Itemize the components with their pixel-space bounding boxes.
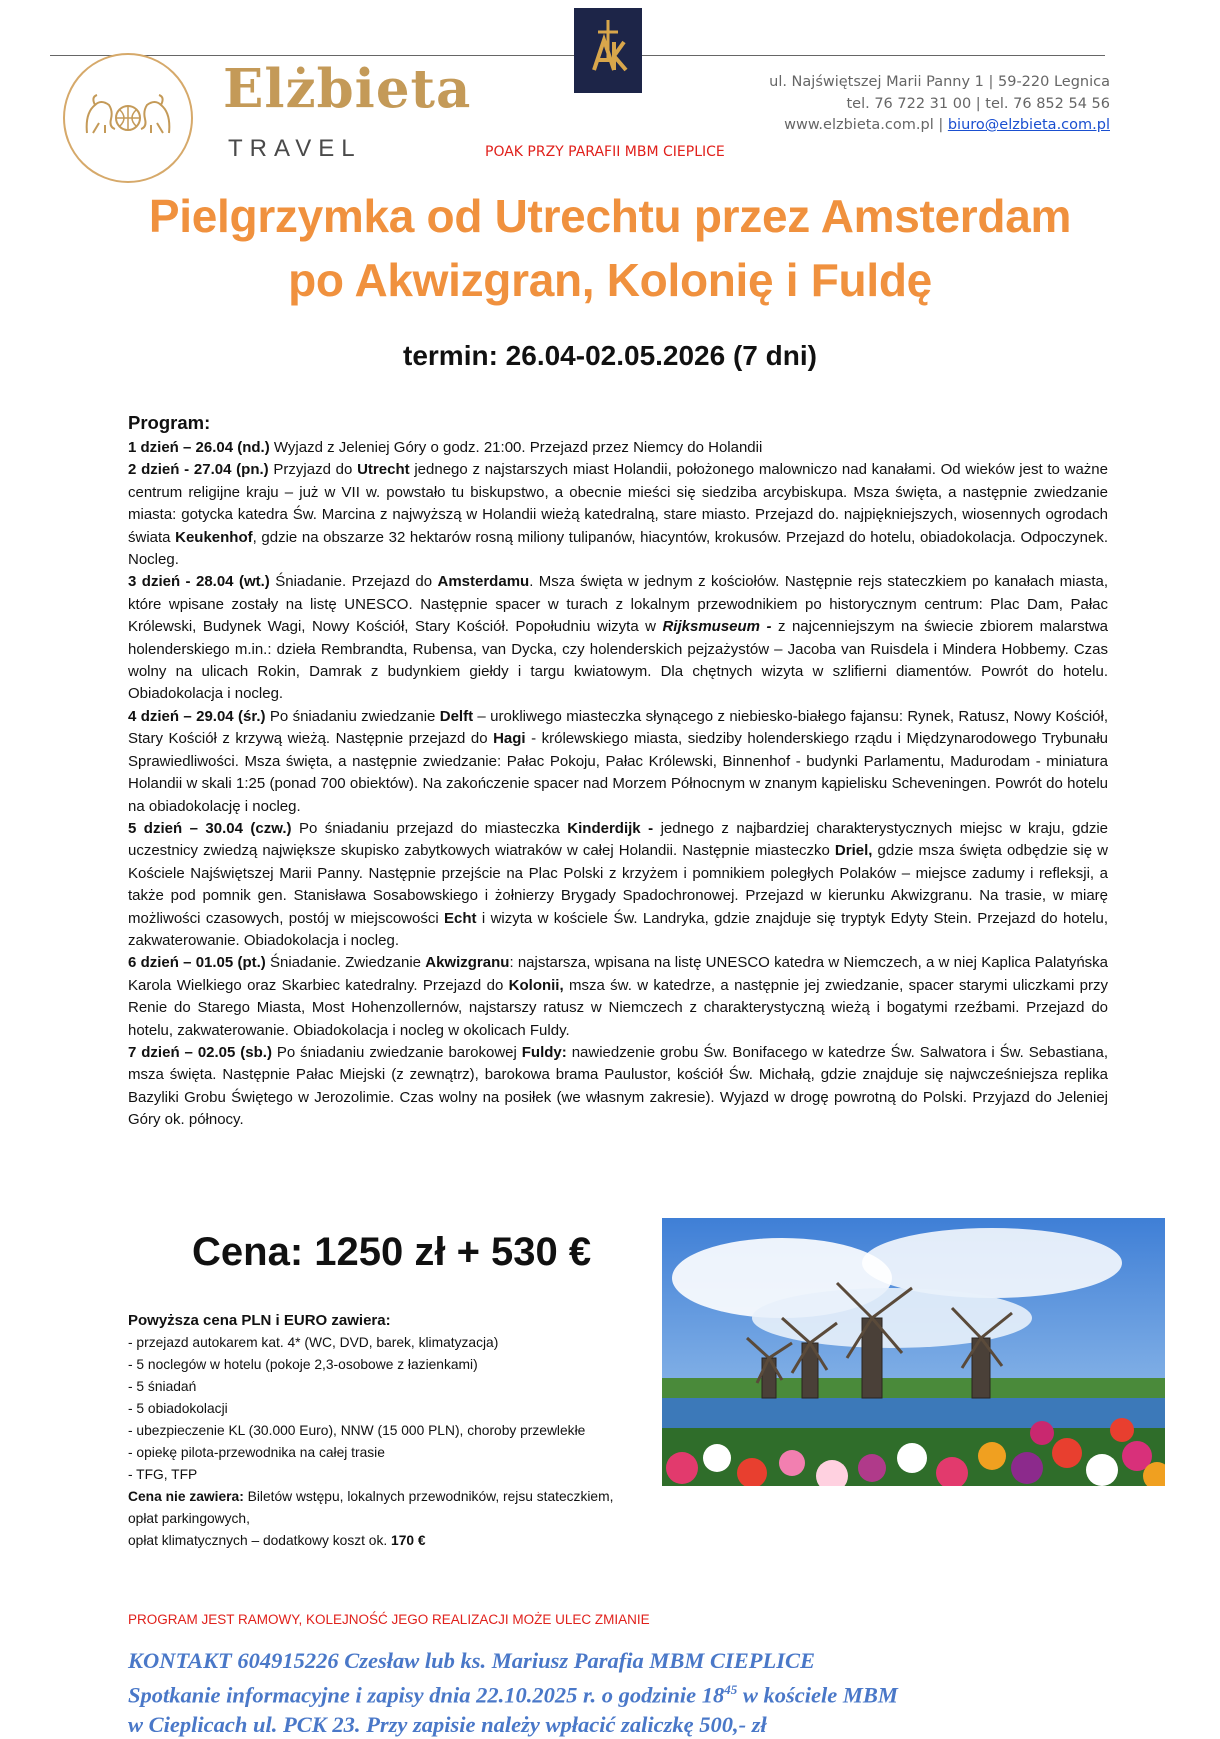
website-link[interactable]: www.elzbieta.com.pl (784, 117, 934, 133)
day-text: , gdzie na obszarze 32 hektarów rosną miliony tulipanów, hiacyntów, krokusów. Przejazd do hotelu, obiadokolacja. Odpoczynek. Nocleg. (128, 528, 1108, 569)
place-name: Fuldy: (521, 1043, 567, 1061)
program-section (128, 410, 1108, 1132)
day-text: Śniadanie. Przejazd do (269, 573, 438, 591)
program-day (128, 437, 1108, 459)
day-text: Przyjazd do (268, 461, 358, 479)
ak-emblem-icon (574, 8, 642, 93)
title-line-1: Pielgrzymka od Utrechtu przez Amsterdam (148, 190, 1072, 242)
includes-item: - 5 śniadań (128, 1379, 197, 1394)
separator: | (933, 117, 948, 133)
day-label: 4 dzień – 29.04 (śr.) (128, 707, 266, 725)
program-day (128, 459, 1108, 571)
place-name: Echt (444, 909, 477, 927)
web-email-line (769, 115, 1110, 137)
page-title (60, 184, 1160, 312)
day-label: 7 dzień – 02.05 (sb.) (128, 1043, 272, 1061)
lions-globe-icon (65, 55, 191, 181)
place-name: Rijksmuseum - (662, 618, 772, 636)
includes-item: - ubezpieczenie KL (30.000 Euro), NNW (15 000 PLN), choroby przewlekłe (128, 1423, 586, 1438)
program-day (128, 1042, 1108, 1132)
includes-list (128, 1332, 658, 1486)
windmills-tulips-image (662, 1218, 1165, 1486)
includes-item: - TFG, TFP (128, 1467, 198, 1482)
program-day (128, 818, 1108, 952)
contact-line-1: KONTAKT 604915226 Czesław lub ks. Mariusz Parafia MBM CIEPLICE (128, 1648, 816, 1673)
excludes-line (128, 1486, 658, 1508)
excludes-text: Biletów wstępu, lokalnych przewodników, rejsu stateczkiem, (243, 1489, 614, 1504)
excludes-amount: 170 € (391, 1533, 426, 1548)
program-heading: Program: (128, 412, 211, 433)
day-label: 5 dzień – 30.04 (czw.) (128, 819, 292, 837)
day-text: Po śniadaniu zwiedzanie (265, 707, 440, 725)
parish-badge (574, 8, 642, 93)
day-text: Wyjazd z Jeleniej Góry o godz. 21:00. Przejazd przez Niemcy do Holandii (269, 439, 763, 456)
place-name: Utrecht (357, 461, 410, 479)
day-text: : najstarsza, wpisana na listę UNESCO katedra w Niemczech, a w niej Kaplica Palatyńska Karola Wielkiego oraz Skarbiec katedralny. Przejazd do (128, 954, 1108, 994)
program-days (128, 437, 1108, 1132)
day-text: Po śniadaniu zwiedzanie barokowej (271, 1043, 522, 1061)
place-name: Delft (439, 707, 474, 725)
day-text: - królewskiego miasta, siedziby holenderskiego rządu i Międzynarodowego Trybunału Sprawiedliwości. Msza święta, a następnie zwiedzanie: Pałac Pokoju, Pałac Królewski, Binnenhof - budynki Parlamentu, Madurodam - miniatura Holandii w skali 1:25 (ponad 700 obiektów). Na zakończenie spacer nad Morzem Północnym w znanym kąpielisku Scheveningen. Powrót do hotelu na obiadokolację i nocleg. (128, 730, 1108, 815)
includes-item: - przejazd autokarem kat. 4* (WC, DVD, barek, klimatyzacja) (128, 1335, 499, 1350)
place-name: Hagi (493, 730, 526, 748)
place-name: Akwizgranu (425, 954, 510, 972)
place-name: Kinderdijk - (567, 819, 654, 837)
excludes-line-3 (128, 1530, 658, 1552)
contact-info (128, 1646, 1128, 1739)
contact-line-2-end: w kościele MBM (737, 1682, 898, 1708)
phone-line: tel. 76 722 31 00 | tel. 76 852 54 56 (846, 95, 1110, 112)
day-text: – urokliwego miasteczka słynącego z niebiesko-białego fajansu: Rynek, Ratusz, Nowy Kościół, Stary Kościół z krzywą wieżą. Następnie przejazd do (128, 707, 1108, 748)
day-text: Po śniadaniu przejazd do miasteczka (291, 819, 568, 837)
email-link[interactable]: biuro@elzbieta.com.pl (947, 117, 1110, 133)
day-text: gdzie msza święta odbędzie się w Kościele Najświętszej Marii Panny. Następnie przejście na Plac Polski z krzyżem i pomnikiem poległych Polaków – miejsce zadumy i refleksji, a także pod pomnik gen. Stanisława Sosabowskiego i żołnierzy Brygady Spadochronowej. Przejazd w kierunku Akwizgranu. Na trasie, w miarę możliwości czasowych, postój w miejscowości (128, 842, 1108, 927)
day-text: i wizyta w kościele Św. Landryka, gdzie znajduje się tryptyk Edyty Stein. Przejazd do hotelu, zakwaterowanie. Obiadokolacja i nocleg. (128, 909, 1108, 949)
price-label: Cena: 1250 zł + 530 € (192, 1230, 592, 1274)
program-day (128, 571, 1108, 705)
place-name: Driel, (834, 842, 873, 860)
includes-heading: Powyższa cena PLN i EURO zawiera: (128, 1312, 391, 1329)
program-note: PROGRAM JEST RAMOWY, KOLEJNOŚĆ JEGO REALIZACJI MOŻE ULEC ZMIANIE (128, 1612, 650, 1627)
day-label: 1 dzień – 26.04 (nd.) (128, 439, 270, 456)
contact-line-3: w Cieplicach ul. PCK 23. Przy zapisie należy wpłacić zaliczkę 500,- zł (128, 1711, 767, 1737)
place-name: Amsterdamu (437, 573, 530, 591)
price-details (128, 1310, 658, 1552)
day-label: 2 dzień - 27.04 (pn.) (128, 461, 269, 479)
brand-logo (63, 53, 193, 183)
place-name: Kolonii, (508, 976, 564, 994)
contact-line-2 (128, 1675, 1128, 1710)
day-text: nawiedzenie grobu Św. Bonifacego w katedrze Św. Salwatora i Św. Sebastiana, msza święta. Następnie Pałac Miejski (z zewnątrz), barokowa brama Paulustor, kościół Św. Michałą, gdzie znajduje się najwcześniejsza replika Bazyliki Grobu Świętego w Jerozolimie. Czas wolny na posiłek (we własnym zakresie). Wyjazd w drogę powrotną do Polski. Przyjazd do Jeleniej Góry ok. północy. (128, 1043, 1108, 1129)
includes-item: - 5 noclegów w hotelu (pokoje 2,3-osobowe z łazienkami) (128, 1357, 478, 1372)
brand-subtitle: TRAVEL (228, 135, 362, 162)
excludes-text-3: opłat klimatycznych – dodatkowy koszt ok. (128, 1533, 392, 1548)
includes-item: - opiekę pilota-przewodnika na całej trasie (128, 1445, 385, 1460)
parish-label: POAK PRZY PARAFII MBM CIEPLICE (485, 144, 725, 160)
trip-dates: termin: 26.04-02.05.2026 (7 dni) (403, 340, 817, 371)
contact-block (769, 72, 1110, 137)
contact-time-minutes: 45 (724, 1682, 738, 1697)
day-label: 6 dzień – 01.05 (pt.) (128, 954, 266, 972)
includes-item: - 5 obiadokolacji (128, 1401, 228, 1416)
windmills-photo (662, 1218, 1165, 1486)
title-line-2: po Akwizgran, Kolonię i Fuldę (288, 254, 932, 306)
program-day (128, 706, 1108, 818)
day-label: 3 dzień - 28.04 (wt.) (128, 573, 270, 591)
brand-name: Elżbieta (223, 58, 472, 120)
excludes-label: Cena nie zawiera: (128, 1489, 244, 1504)
day-text: . Msza święta w jednym z kościołów. Następnie rejs stateczkiem po kanałach miasta, które wpisane zostały na listę UNESCO. Następnie spacer w turach z lokalnym przewodnikiem po historycznym centrum: Plac Dam, Pałac Królewski, Budynek Wagi, Nowy Kościół, Stary Kościół. Popołudniu wizyta w (128, 573, 1109, 636)
day-text: jednego z najstarszych miast Holandii, położonego malowniczo nad kanałami. Od wieków jest to ważne centrum religijne kraju – już w VII w. powstało tu biskupstwo, a obecnie mieści się siedziba arcybiskupa. Msza święta, a następnie zwiedzanie miasta: gotycka katedra Św. Marcina z najwyższą w Holandii wieżą katedralną, stare miasto. Przejazd do. najpiękniejszych, wiosennych ogrodach świata (128, 461, 1108, 546)
day-text: jednego z najbardziej charakterystycznych miejsc w kraju, gdzie uczestnicy zwiedzą największe skupisko zabytkowych wiatraków w całej Holandii. Następnie miasteczko (128, 819, 1109, 860)
day-text: z najcenniejszym na świecie zbiorem malarstwa holenderskiego m.in.: dzieła Rembrandta, Rubensa, van Dycka, czy holenderskich pejzażystów – Jacoba van Ruisdela i Mindera Hobbemy. Czas wolny na ulicach Rokin, Damrak z budynkiem giełdy i targu kwiatowym. Dla chętnych wizyta w szlifierni diamentów. Powrót do hotelu. Obiadokolacja i nocleg. (128, 618, 1108, 703)
day-text: Śniadanie. Zwiedzanie (265, 954, 426, 972)
address-line: ul. Najświętszej Marii Panny 1 | 59-220 Legnica (769, 74, 1110, 90)
contact-line-2-text: Spotkanie informacyjne i zapisy dnia 22.10.2025 r. o godzinie 18 (128, 1682, 725, 1708)
program-day (128, 952, 1108, 1042)
day-text: msza św. w katedrze, a następnie jej zwiedzanie, spacer starymi uliczkami przy Renie do Starego Miasta, Most Hohenzollernów, najstarszy ratusz w Niemczech z charakterystyczną wieżą i bogatymi rzeźbami. Przejazd do hotelu, zakwaterowanie. Obiadokolacja i nocleg w okolicach Fuldy. (128, 976, 1108, 1039)
excludes-line-2: opłat parkingowych, (128, 1511, 250, 1526)
place-name: Keukenhof (175, 528, 253, 546)
